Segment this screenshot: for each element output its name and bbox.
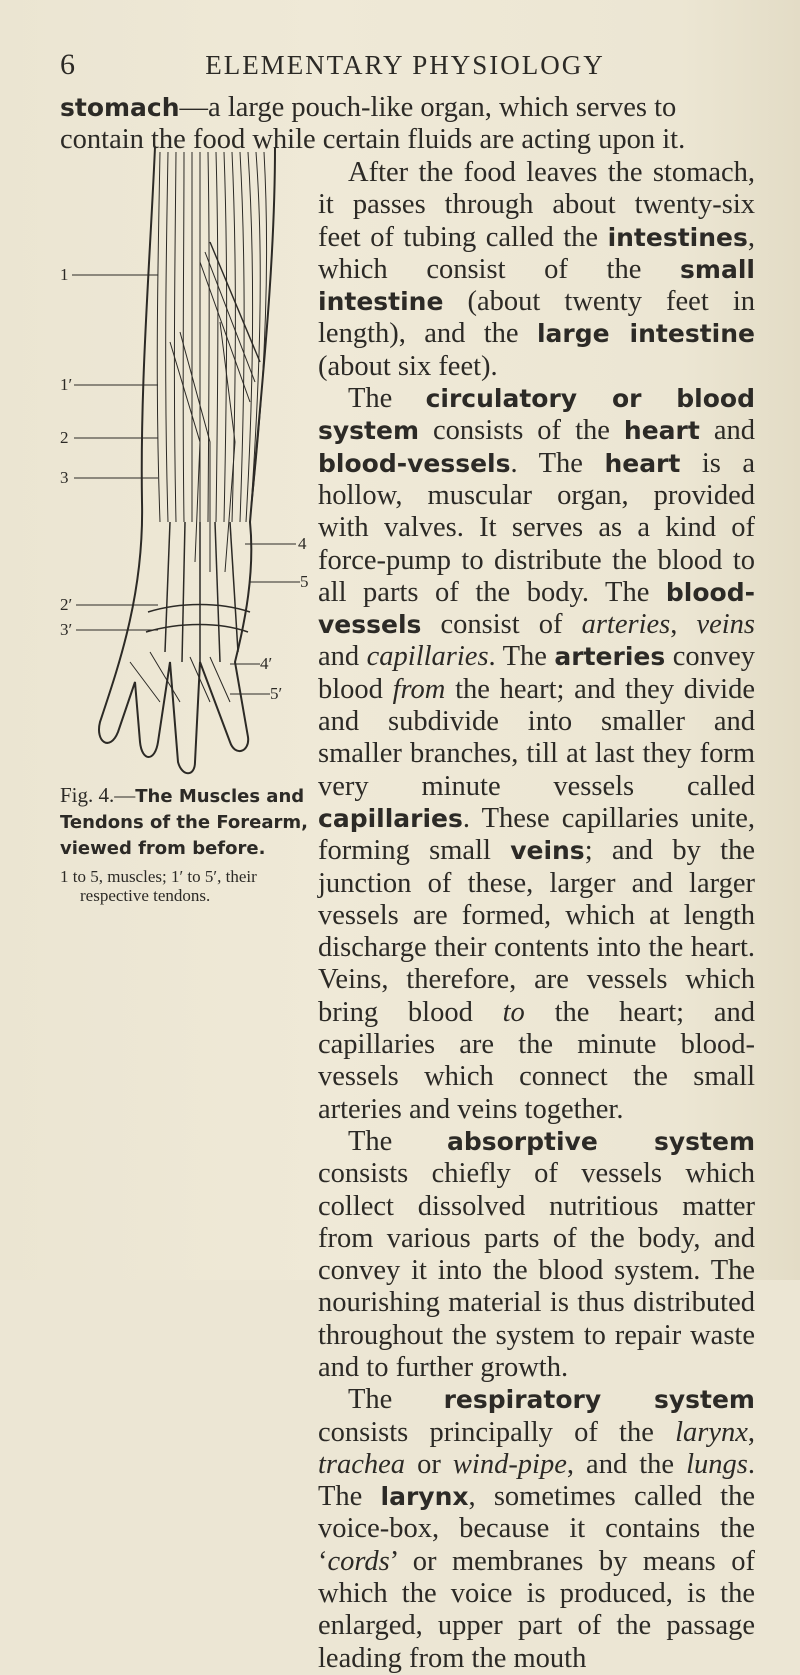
figure-caption [60,783,310,905]
term-capillaries: capillaries [318,803,463,833]
figure-label: 3 [60,468,69,487]
term-larynx: larynx [380,1482,469,1512]
paragraph-absorptive [318,1126,755,1384]
term-stomach: stomach [60,93,180,122]
text-run: or [405,1448,453,1480]
text-run: consists chiefly of vessels which collect dissolved nutritious matter from various parts of the body, and convey it into the blood system. The nourishing material is thus distributed throughout the system to repair waste and to further growth. [318,1158,755,1383]
text-run: and [318,641,367,673]
text-run: The [348,1125,447,1157]
figure-label: 5′ [270,684,283,703]
italic-cords: cords [327,1545,390,1577]
text-run: the heart; and capillaries are the minute blood-vessels which connect the small arteries and veins together. [318,996,755,1125]
paragraph-intestines [318,157,755,383]
figure-label: 4 [298,534,307,553]
text-run: consists of the [419,415,624,447]
term-circulatory: circulatory or blood system [318,384,755,446]
paragraph-circulatory [318,383,755,1126]
text-run: The [348,1384,444,1416]
italic-trachea: trachea [318,1448,406,1480]
caption-fig-number: Fig. 4.— [60,783,136,807]
term-veins: veins [510,836,585,866]
text-run: . The [318,1448,755,1513]
caption-title: The Muscles and Tendons of the Forearm, viewed from before. [60,786,308,859]
italic-from: from [392,673,446,705]
figure-label: 1′ [60,375,73,394]
term-respiratory: respiratory system [443,1385,755,1415]
italic-veins: veins [696,609,755,641]
italic-to: to [502,996,525,1028]
term-intestines: intestines [607,222,748,252]
italic-capillaries: capillaries [366,641,489,673]
main-text-column [318,157,755,1675]
text-run: consist of [421,609,582,641]
text-run: , sometimes called the voice-box, because it contains the ‘ [318,1481,755,1577]
text-run: , [747,1416,755,1448]
term-heart: heart [623,416,700,446]
italic-wind-pipe: wind-pipe [452,1448,567,1480]
page-header [60,48,750,88]
forearm-figure [60,142,310,782]
text-run: . The [488,641,555,673]
text-run: , and the [566,1448,687,1480]
figure-label: 3′ [60,620,73,639]
figure-label: 5 [300,572,309,591]
text-run: ’ or membranes by means of which the voice is produced, is the enlarged, upper part of the passage leading from the mouth [318,1545,755,1674]
figure-label: 2 [60,428,69,447]
paragraph-respiratory [318,1384,755,1675]
text-run: is a hollow, muscular organ, provided with valves. It serves as a kind of force-pump to distribute the blood to all parts of the body. The [318,447,755,608]
text-run: the heart; and they divide and subdivide into smaller and smaller branches, till at last they form very minute vessels called [318,673,755,802]
text-run: , [670,609,697,641]
text-run: ; and by the junction of these, larger and larger vessels are formed, which at length discharge their contents into the heart. Veins, therefore, are vessels which bring blood [318,835,755,1028]
intro-text: —a large pouch-like organ, which serves to contain the food while certain fluids are acting upon it. [60,92,686,156]
text-run: . The [510,447,605,479]
italic-larynx: larynx [675,1416,748,1448]
text-run: convey blood [318,641,755,705]
term-small-intestine: small intestine [318,254,755,317]
text-run: (about twenty feet in length), and the [318,286,755,350]
figure-label: 4′ [260,654,273,673]
text-run: . These capillaries unite, forming small [318,802,755,867]
text-run: , which consist of the [318,221,755,285]
text-run: The [348,383,426,415]
running-head: ELEMENTARY PHYSIOLOGY [205,50,605,80]
caption-subtext: 1 to 5, muscles; 1′ to 5′, their respective tendons. [60,867,257,905]
term-arteries: arteries [554,642,666,672]
text-run: and [699,415,755,447]
italic-lungs: lungs [686,1448,748,1480]
page-number: 6 [60,48,75,81]
term-heart: heart [604,448,681,478]
figure-label: 2′ [60,595,73,614]
term-large-intestine: large intestine [536,319,755,349]
term-blood-vessels: blood-vessels [318,448,511,478]
term-blood-vessels: blood-vessels [318,577,755,640]
italic-arteries: arteries [581,609,671,641]
text-run: (about six feet). [318,350,498,382]
term-absorptive: absorptive system [446,1126,755,1156]
text-run: consists principally of the [318,1416,676,1448]
text-run: After the food leaves the stomach, it passes through about twenty-six feet of tubing called the [318,157,755,253]
figure-label: 1 [60,265,69,284]
